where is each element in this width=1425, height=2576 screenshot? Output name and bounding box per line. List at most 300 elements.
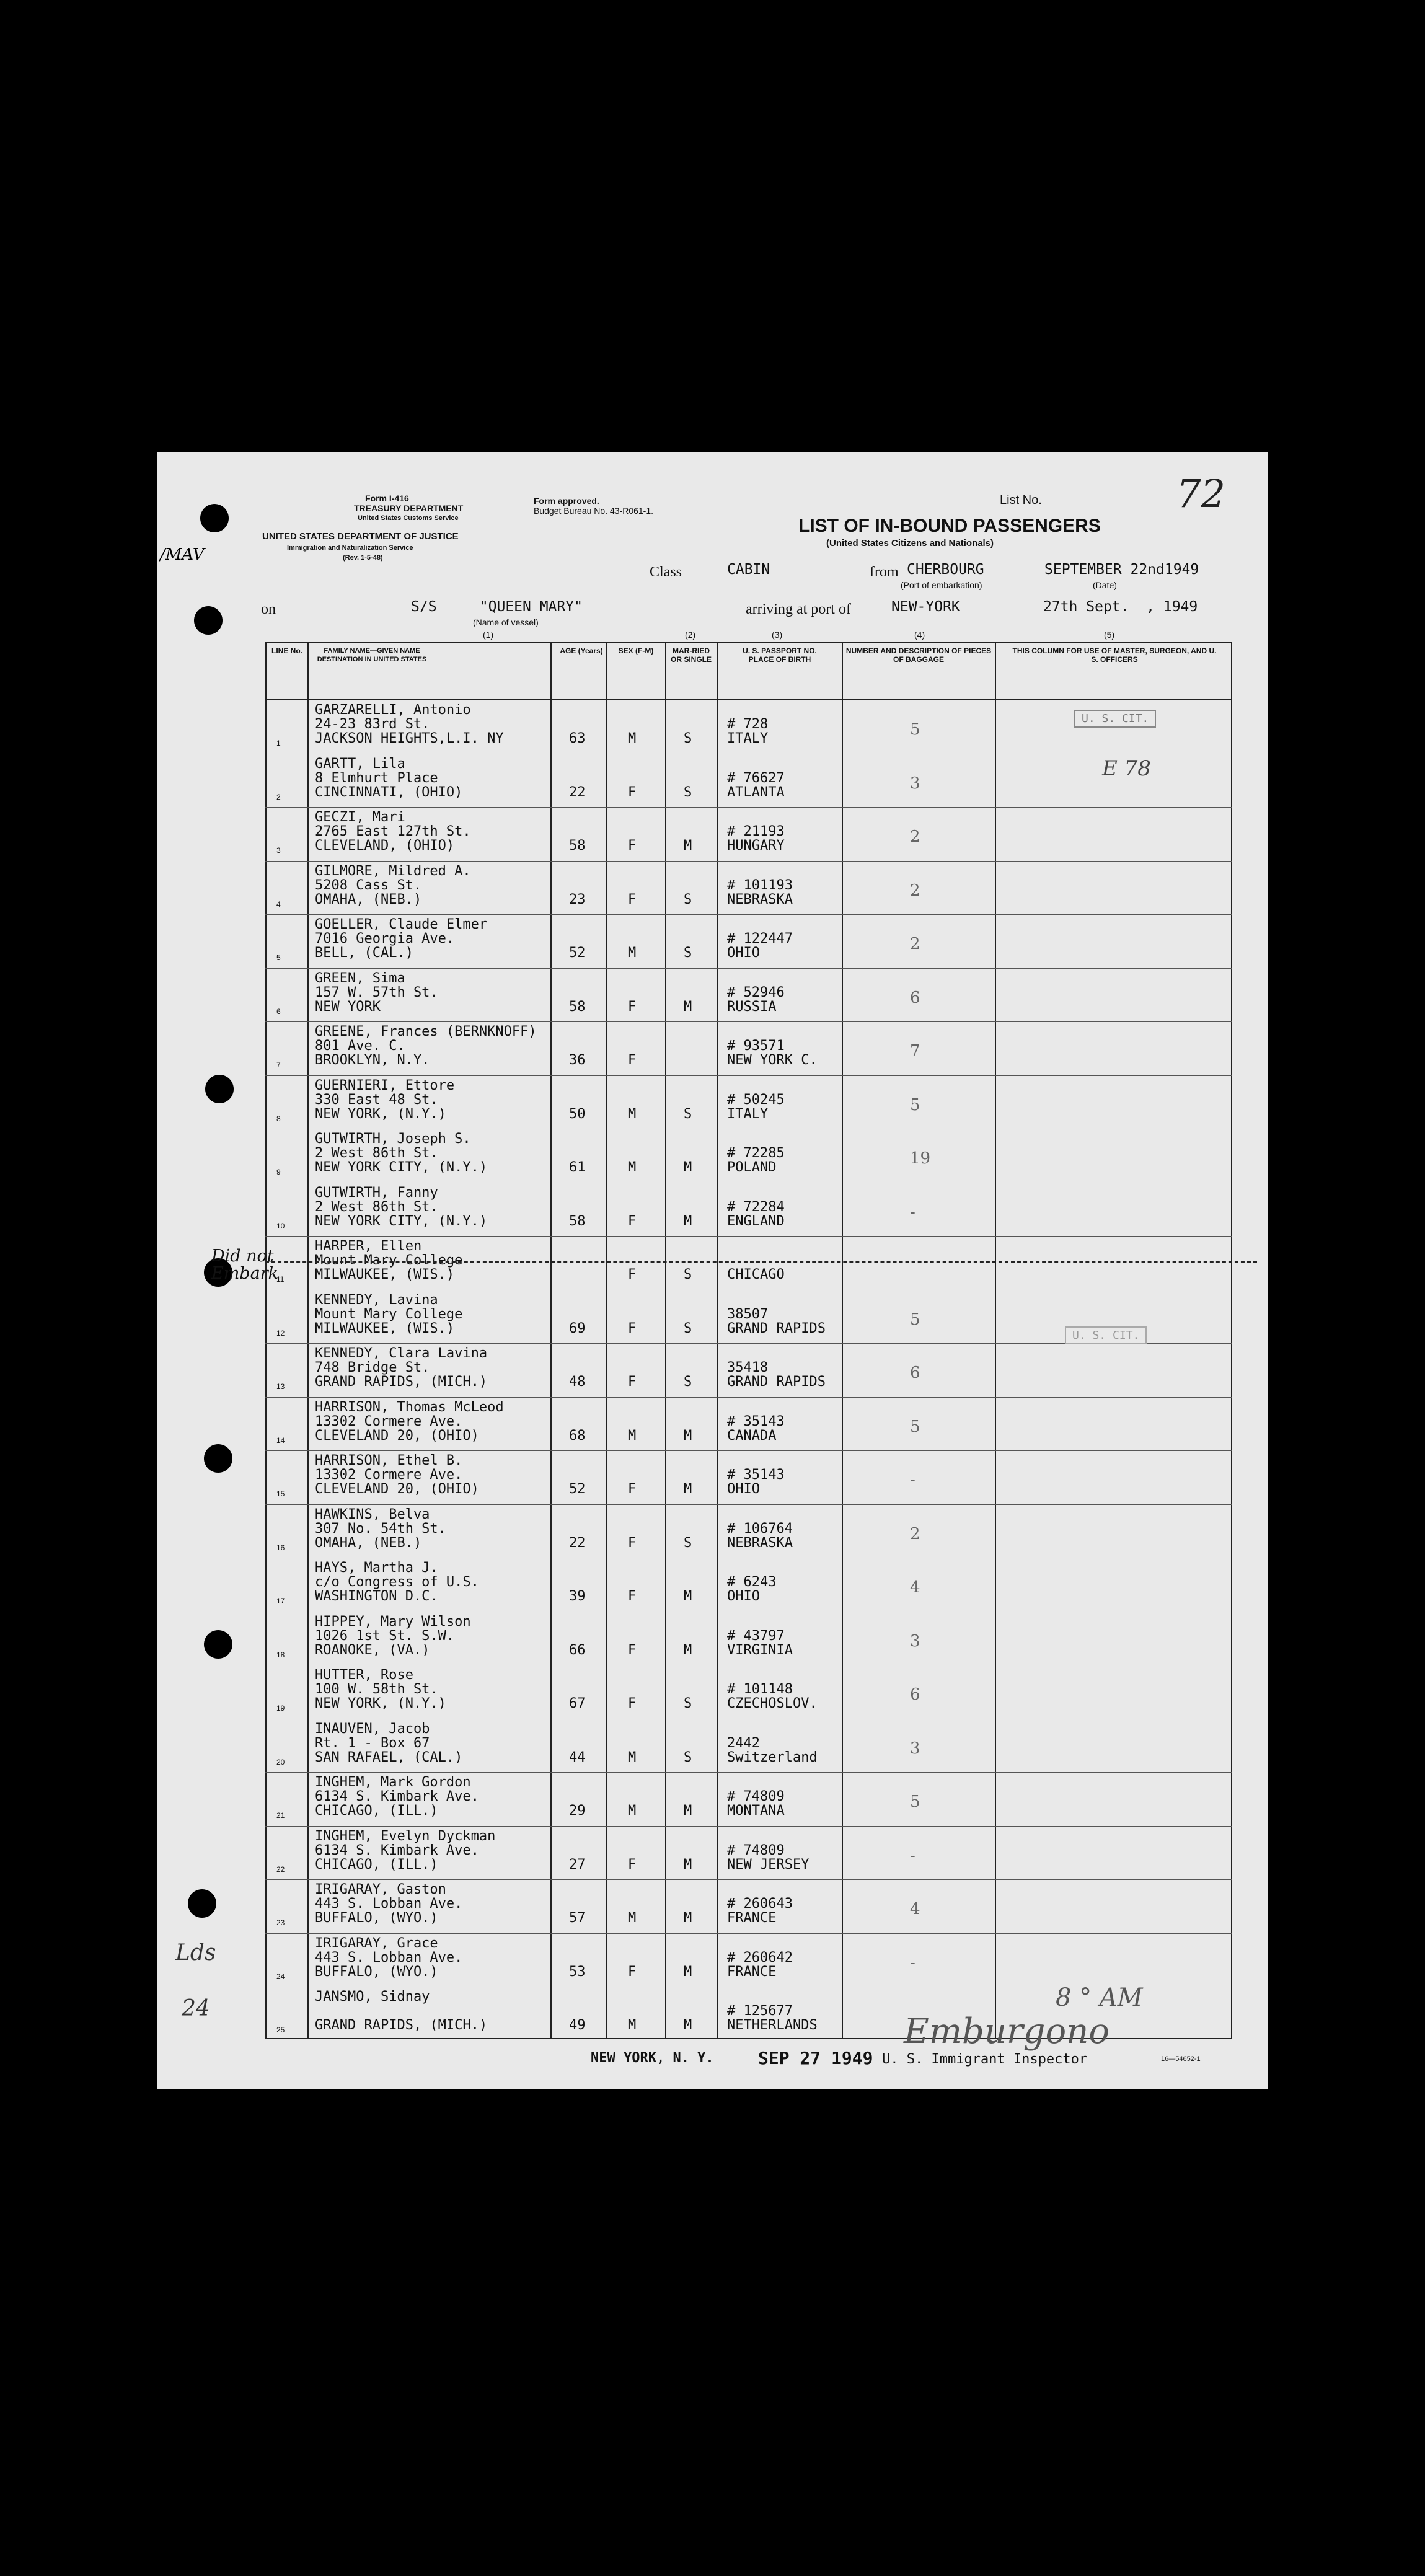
class-value: CABIN — [727, 562, 839, 578]
baggage-count: 6 — [910, 988, 920, 1007]
budget-bureau: Budget Bureau No. 43-R061-1. — [534, 506, 654, 516]
page-subtitle: (United States Citizens and Nationals) — [826, 538, 994, 549]
destination: CLEVELAND 20, (OHIO) — [315, 1481, 479, 1497]
passport-number: # 35143 — [727, 1413, 785, 1429]
passenger-name: HARPER, Ellen — [315, 1238, 422, 1254]
sex-value: F — [628, 1535, 637, 1551]
sex-value: M — [628, 1427, 637, 1444]
date-stamp: SEP 27 1949 — [758, 2048, 873, 2068]
place-of-birth: ENGLAND — [727, 1213, 785, 1229]
baggage-count: 4 — [910, 1578, 920, 1597]
from-value: CHERBOURG — [907, 562, 1049, 578]
place-of-birth: Switzerland — [727, 1749, 818, 1765]
address-line: 443 S. Lobban Ave. — [315, 1896, 463, 1912]
table-row — [265, 1826, 1232, 1880]
line-number: 4 — [276, 899, 281, 909]
sex-value: M — [628, 731, 637, 746]
sex-value: F — [628, 838, 637, 854]
line-number: 12 — [276, 1328, 285, 1338]
marital-status: M — [684, 1964, 692, 1980]
marital-status: M — [684, 1642, 692, 1658]
line-number: 7 — [276, 1061, 281, 1069]
passenger-name: HIPPEY, Mary Wilson — [315, 1613, 471, 1630]
address-line: c/o Congress of U.S. — [315, 1574, 479, 1590]
margin-note-2: 24 — [182, 1996, 210, 2021]
passport-number: 38507 — [727, 1306, 769, 1322]
destination: NEW YORK, (N.Y.) — [315, 1106, 446, 1122]
inspector-label: U. S. Immigrant Inspector — [882, 2052, 1088, 2067]
destination: CHICAGO, (ILL.) — [315, 1803, 438, 1819]
passenger-name: GREEN, Sima — [315, 970, 405, 986]
inspector-signature: Emburgono — [904, 2011, 1110, 2052]
age-value: 52 — [569, 1481, 586, 1497]
destination: OMAHA, (NEB.) — [315, 891, 422, 907]
form-code: 16—54652-1 — [1161, 2055, 1201, 2063]
margin-mark: /MAV — [160, 545, 205, 564]
age-value: 27 — [569, 1856, 586, 1872]
destination: GRAND RAPIDS, (MICH.) — [315, 2018, 488, 2033]
passenger-name: GUERNIERI, Ettore — [315, 1077, 455, 1093]
form-number: Form I-416 — [365, 493, 409, 503]
passport-number: # 76627 — [727, 770, 785, 786]
address-line: Mount Mary College — [315, 1306, 463, 1322]
sex-value: F — [628, 1589, 637, 1604]
col-married: MAR-RIED OR SINGLE — [670, 646, 712, 664]
sex-value: F — [628, 1964, 637, 1980]
passport-number: # 260643 — [727, 1896, 793, 1912]
punch-hole — [194, 606, 223, 635]
passport-number: # 122447 — [727, 931, 793, 946]
passenger-name: GUTWIRTH, Joseph S. — [315, 1131, 471, 1147]
table-row — [265, 1719, 1232, 1773]
address-line: 13302 Cormere Ave. — [315, 1467, 463, 1483]
destination: MILWAUKEE, (WIS.) — [315, 1267, 455, 1282]
table-row — [265, 1129, 1232, 1183]
passenger-name: GOELLER, Claude Elmer — [315, 917, 488, 932]
passenger-table — [265, 642, 1232, 2039]
marital-status: S — [684, 1696, 692, 1711]
address-line: 7016 Georgia Ave. — [315, 931, 455, 946]
place-of-birth: NEBRASKA — [727, 891, 793, 907]
baggage-count: 2 — [910, 1524, 920, 1543]
sex-value: F — [628, 1320, 637, 1336]
address-line: 2 West 86th St. — [315, 1199, 438, 1215]
marital-status: S — [684, 891, 692, 907]
table-row — [265, 1075, 1232, 1129]
passenger-name: KENNEDY, Lavina — [315, 1292, 438, 1308]
place-of-birth: ATLANTA — [727, 784, 785, 800]
line-number: 15 — [276, 1489, 285, 1498]
age-value: 49 — [569, 2018, 586, 2033]
col-num-1: (1) — [483, 630, 494, 640]
sex-value: F — [628, 1267, 637, 1282]
place-of-birth: POLAND — [727, 1160, 777, 1175]
destination: CLEVELAND 20, (OHIO) — [315, 1427, 479, 1444]
passenger-name: IRIGARAY, Gaston — [315, 1882, 446, 1897]
address-line: 330 East 48 St. — [315, 1092, 438, 1108]
marital-status: S — [684, 784, 692, 800]
passport-number: # 35143 — [727, 1467, 785, 1483]
marital-status: M — [684, 1589, 692, 1604]
port-stamp: NEW YORK, N. Y. — [591, 2050, 714, 2066]
baggage-count: 5 — [910, 1095, 920, 1114]
table-row — [265, 1397, 1232, 1451]
age-value: 22 — [569, 1535, 586, 1551]
passenger-name: INGHEM, Mark Gordon — [315, 1775, 471, 1790]
line-number: 8 — [276, 1114, 281, 1123]
passenger-name: HAYS, Martha J. — [315, 1560, 438, 1576]
line-number: 23 — [276, 1918, 285, 1927]
destination: NEW YORK CITY, (N.Y.) — [315, 1213, 488, 1229]
baggage-count: 19 — [910, 1149, 931, 1168]
age-value: 68 — [569, 1427, 586, 1444]
address-line: 157 W. 57th St. — [315, 984, 438, 1000]
sex-value: M — [628, 945, 637, 961]
place-of-birth: CANADA — [727, 1427, 777, 1444]
col-line-no: LINE No. — [271, 646, 302, 655]
age-value: 67 — [569, 1696, 586, 1711]
passport-number: # 101193 — [727, 877, 793, 893]
age-value: 63 — [569, 731, 586, 746]
marital-status: M — [684, 2018, 692, 2033]
age-value: 53 — [569, 1964, 586, 1980]
not-embarked-strike — [265, 1261, 1257, 1263]
marital-status: S — [684, 1535, 692, 1551]
address-line: 2765 East 127th St. — [315, 824, 471, 839]
line-number: 5 — [276, 953, 281, 962]
age-value: 50 — [569, 1106, 586, 1122]
place-of-birth: CZECHOSLOV. — [727, 1696, 818, 1711]
line-number: 3 — [276, 846, 281, 855]
age-value: 29 — [569, 1803, 586, 1819]
sex-value: F — [628, 999, 637, 1015]
line-number: 6 — [276, 1007, 281, 1016]
place-of-birth: FRANCE — [727, 1964, 777, 1980]
col-num-2: (2) — [685, 630, 696, 640]
passenger-name: JANSMO, Sidnay — [315, 1989, 430, 2005]
place-of-birth: OHIO — [727, 945, 760, 961]
arriving-label: arriving at port of — [746, 601, 851, 617]
port-embarkation-note: (Port of embarkation) — [901, 580, 982, 590]
marital-status: S — [684, 1749, 692, 1765]
age-value: 52 — [569, 945, 586, 961]
table-row — [265, 1558, 1232, 1612]
punch-hole — [205, 1075, 234, 1103]
baggage-count: - — [910, 1953, 915, 1972]
passenger-name: HARRISON, Ethel B. — [315, 1453, 463, 1468]
line-number: 22 — [276, 1864, 285, 1874]
address-line: 6134 S. Kimbark Ave. — [315, 1789, 479, 1804]
col-officers: THIS COLUMN FOR USE OF MASTER, SURGEON, AND U. S. OFFICERS — [1012, 646, 1217, 664]
passenger-name: INGHEM, Evelyn Dyckman — [315, 1828, 496, 1844]
address-line: 748 Bridge St. — [315, 1360, 430, 1375]
passenger-name: HAWKINS, Belva — [315, 1506, 430, 1522]
table-row — [265, 807, 1232, 861]
table-row — [265, 1021, 1232, 1075]
address-line: Mount Mary College — [315, 1253, 463, 1268]
address-line: 6134 S. Kimbark Ave. — [315, 1842, 479, 1858]
line-number: 13 — [276, 1382, 285, 1391]
marital-status: M — [684, 999, 692, 1015]
line-number: 16 — [276, 1543, 285, 1552]
sex-value: M — [628, 1749, 637, 1765]
punch-hole — [204, 1444, 232, 1473]
line-number: 1 — [276, 739, 281, 748]
address-line: 100 W. 58th St. — [315, 1682, 438, 1697]
line-number: 9 — [276, 1168, 281, 1176]
passport-number: # 101148 — [727, 1682, 793, 1697]
age-value: 58 — [569, 838, 586, 854]
justice-dept: UNITED STATES DEPARTMENT OF JUSTICE — [262, 531, 459, 542]
sex-value: F — [628, 1642, 637, 1658]
baggage-count: 6 — [910, 1364, 920, 1382]
us-cit-stamp-2: U. S. CIT. — [1065, 1326, 1147, 1344]
baggage-count: 2 — [910, 827, 920, 846]
address-line: Rt. 1 - Box 67 — [315, 1735, 430, 1751]
table-row — [265, 1183, 1232, 1237]
marital-status: M — [684, 838, 692, 854]
address-line: 801 Ave. C. — [315, 1038, 405, 1054]
marital-status: S — [684, 1374, 692, 1390]
on-label: on — [261, 601, 276, 617]
destination: BUFFALO, (WYO.) — [315, 1910, 438, 1926]
passport-number: # 21193 — [727, 824, 785, 839]
col-baggage: NUMBER AND DESCRIPTION OF PIECES OF BAGGAGE — [845, 646, 992, 664]
place-of-birth: OHIO — [727, 1481, 760, 1497]
destination: JACKSON HEIGHTS,L.I. NY — [315, 731, 504, 746]
list-no-value: 72 — [1176, 471, 1225, 516]
manifest-page — [157, 452, 1268, 2089]
form-approved: Form approved. — [534, 496, 599, 506]
passport-number: 2442 — [727, 1735, 760, 1751]
baggage-count: - — [910, 1202, 915, 1222]
baggage-count: 2 — [910, 935, 920, 953]
table-row — [265, 1612, 1232, 1665]
sex-value: M — [628, 1910, 637, 1926]
address-line: 307 No. 54th St. — [315, 1520, 446, 1537]
address-line: 5208 Cass St. — [315, 877, 422, 893]
passport-number: # 43797 — [727, 1628, 785, 1644]
destination: BELL, (CAL.) — [315, 945, 413, 961]
treasury-dept: TREASURY DEPARTMENT — [354, 503, 464, 513]
margin-note-1: Lds — [175, 1940, 216, 1965]
sex-value: M — [628, 1106, 637, 1122]
marital-status: S — [684, 731, 692, 746]
passport-number: # 6243 — [727, 1574, 777, 1590]
line-number: 25 — [276, 2026, 285, 2034]
punch-hole — [204, 1630, 232, 1659]
passenger-name: GECZI, Mari — [315, 809, 405, 825]
col-num-4: (4) — [914, 630, 925, 640]
did-not-embark-note: Did not Embark — [211, 1246, 278, 1283]
baggage-count: 7 — [910, 1042, 920, 1061]
table-row — [265, 968, 1232, 1022]
table-row — [265, 1933, 1232, 1987]
line-number: 2 — [276, 792, 281, 801]
passport-number: # 50245 — [727, 1092, 785, 1108]
marital-status: M — [684, 1213, 692, 1229]
table-row — [265, 1236, 1232, 1290]
destination: NEW YORK CITY, (N.Y.) — [315, 1160, 488, 1175]
vessel-note: (Name of vessel) — [473, 617, 539, 627]
passport-number: # 74809 — [727, 1789, 785, 1804]
passenger-name: GILMORE, Mildred A. — [315, 863, 471, 879]
punch-hole — [188, 1889, 216, 1918]
place-of-birth: OHIO — [727, 1589, 760, 1604]
destination: CLEVELAND, (OHIO) — [315, 838, 455, 854]
row2-mark: E 78 — [1102, 756, 1151, 781]
destination: SAN RAFAEL, (CAL.) — [315, 1749, 463, 1765]
line-number: 11 — [276, 1275, 285, 1284]
destination: NEW YORK — [315, 999, 381, 1015]
passport-number: # 106764 — [727, 1520, 793, 1537]
line-number: 10 — [276, 1221, 285, 1230]
place-of-birth: NEW YORK C. — [727, 1052, 818, 1068]
us-cit-stamp: U. S. CIT. — [1074, 710, 1156, 728]
place-of-birth: ITALY — [727, 1106, 769, 1122]
destination: BUFFALO, (WYO.) — [315, 1964, 438, 1980]
line-number: 17 — [276, 1597, 285, 1605]
place-of-birth: GRAND RAPIDS — [727, 1320, 826, 1336]
line-number: 24 — [276, 1972, 285, 1981]
age-value: 22 — [569, 784, 586, 800]
from-label: from — [870, 564, 899, 580]
passenger-name: GARZARELLI, Antonio — [315, 702, 471, 718]
age-value: 66 — [569, 1642, 586, 1658]
place-of-birth: NETHERLANDS — [727, 2018, 818, 2033]
sex-value: M — [628, 1803, 637, 1819]
age-value: 58 — [569, 1213, 586, 1229]
passport-number: # 125677 — [727, 2003, 793, 2019]
col-num-3: (3) — [772, 630, 783, 640]
table-row — [265, 754, 1232, 808]
revision: (Rev. 1-5-48) — [343, 554, 383, 562]
place-of-birth: RUSSIA — [727, 999, 777, 1015]
baggage-count: 3 — [910, 774, 920, 793]
col-num-5: (5) — [1104, 630, 1115, 640]
arrival-port: NEW-YORK — [891, 599, 1040, 615]
destination: GRAND RAPIDS, (MICH.) — [315, 1374, 488, 1390]
sex-value: F — [628, 1052, 637, 1068]
arrival-date: 27th Sept. , 1949 — [1043, 599, 1229, 615]
line-number: 19 — [276, 1704, 285, 1713]
age-value: 23 — [569, 891, 586, 907]
sex-value: F — [628, 891, 637, 907]
marital-status: M — [684, 1910, 692, 1926]
page-title: LIST OF IN-BOUND PASSENGERS — [798, 516, 1101, 536]
passport-number: # 72284 — [727, 1199, 785, 1215]
baggage-count: 3 — [910, 1739, 920, 1758]
age-value: 48 — [569, 1374, 586, 1390]
marital-status: S — [684, 1320, 692, 1336]
col-passport: U. S. PASSPORT NO. PLACE OF BIRTH — [743, 646, 817, 664]
sex-value: M — [628, 2018, 637, 2033]
passenger-name: IRIGARAY, Grace — [315, 1935, 438, 1951]
pencil-time: 8 ° AM — [1056, 1983, 1143, 2012]
place-of-birth: NEW JERSEY — [727, 1856, 810, 1872]
passport-number: 35418 — [727, 1360, 769, 1375]
baggage-count: 5 — [910, 720, 920, 739]
age-value: 36 — [569, 1052, 586, 1068]
table-row — [265, 1450, 1232, 1504]
passenger-name: GARTT, Lila — [315, 756, 405, 772]
age-value: 57 — [569, 1910, 586, 1926]
marital-status: M — [684, 1427, 692, 1444]
destination: BROOKLYN, N.Y. — [315, 1052, 430, 1068]
passport-number: # 728 — [727, 717, 769, 732]
place-of-birth: VIRGINIA — [727, 1642, 793, 1658]
table-row — [265, 914, 1232, 968]
sex-value: F — [628, 1696, 637, 1711]
baggage-count: 5 — [910, 1793, 920, 1811]
line-number: 18 — [276, 1650, 285, 1659]
place-of-birth: NEBRASKA — [727, 1535, 793, 1551]
address-line: 8 Elmhurt Place — [315, 770, 438, 786]
age-value: 58 — [569, 999, 586, 1015]
sex-value: M — [628, 1160, 637, 1175]
list-no-label: List No. — [1000, 493, 1042, 507]
age-value: 69 — [569, 1320, 586, 1336]
punch-hole — [200, 504, 229, 532]
passenger-name: KENNEDY, Clara Lavina — [315, 1346, 488, 1361]
passenger-name: GUTWIRTH, Fanny — [315, 1184, 438, 1201]
age-value: 61 — [569, 1160, 586, 1175]
baggage-count: 4 — [910, 1900, 920, 1918]
table-row — [265, 1772, 1232, 1826]
address-line: 24-23 83rd St. — [315, 717, 430, 732]
passenger-name: GREENE, Frances (BERNKNOFF) — [315, 1024, 537, 1039]
destination: CHICAGO, (ILL.) — [315, 1856, 438, 1872]
marital-status: S — [684, 1267, 692, 1282]
destination: ROANOKE, (VA.) — [315, 1642, 430, 1658]
sex-value: F — [628, 784, 637, 800]
baggage-count: 6 — [910, 1685, 920, 1704]
marital-status: M — [684, 1803, 692, 1819]
baggage-count: - — [910, 1846, 915, 1865]
table-row — [265, 1665, 1232, 1719]
sex-value: F — [628, 1374, 637, 1390]
passenger-name: HUTTER, Rose — [315, 1667, 413, 1683]
destination: CINCINNATI, (OHIO) — [315, 784, 463, 800]
line-number: 14 — [276, 1436, 285, 1445]
col-age: AGE (Years) — [560, 646, 603, 655]
passport-number: # 93571 — [727, 1038, 785, 1054]
marital-status: S — [684, 945, 692, 961]
marital-status: M — [684, 1856, 692, 1872]
line-number: 20 — [276, 1757, 285, 1767]
date-note: (Date) — [1093, 580, 1117, 590]
place-of-birth: GRAND RAPIDS — [727, 1374, 826, 1390]
destination: WASHINGTON D.C. — [315, 1589, 438, 1604]
place-of-birth: CHICAGO — [727, 1267, 785, 1282]
marital-status: S — [684, 1106, 692, 1122]
marital-status: M — [684, 1481, 692, 1497]
place-of-birth: FRANCE — [727, 1910, 777, 1926]
sex-value: F — [628, 1856, 637, 1872]
place-of-birth: MONTANA — [727, 1803, 785, 1819]
destination: NEW YORK, (N.Y.) — [315, 1696, 446, 1711]
sex-value: F — [628, 1213, 637, 1229]
place-of-birth: HUNGARY — [727, 838, 785, 854]
passport-number: # 52946 — [727, 984, 785, 1000]
vessel-name: S/S "QUEEN MARY" — [411, 599, 733, 615]
baggage-count: - — [910, 1471, 915, 1489]
ins-service: Immigration and Naturalization Service — [287, 544, 413, 552]
age-value: 39 — [569, 1589, 586, 1604]
place-of-birth: ITALY — [727, 731, 769, 746]
table-row — [265, 1504, 1232, 1558]
address-line: 2 West 86th St. — [315, 1145, 438, 1161]
